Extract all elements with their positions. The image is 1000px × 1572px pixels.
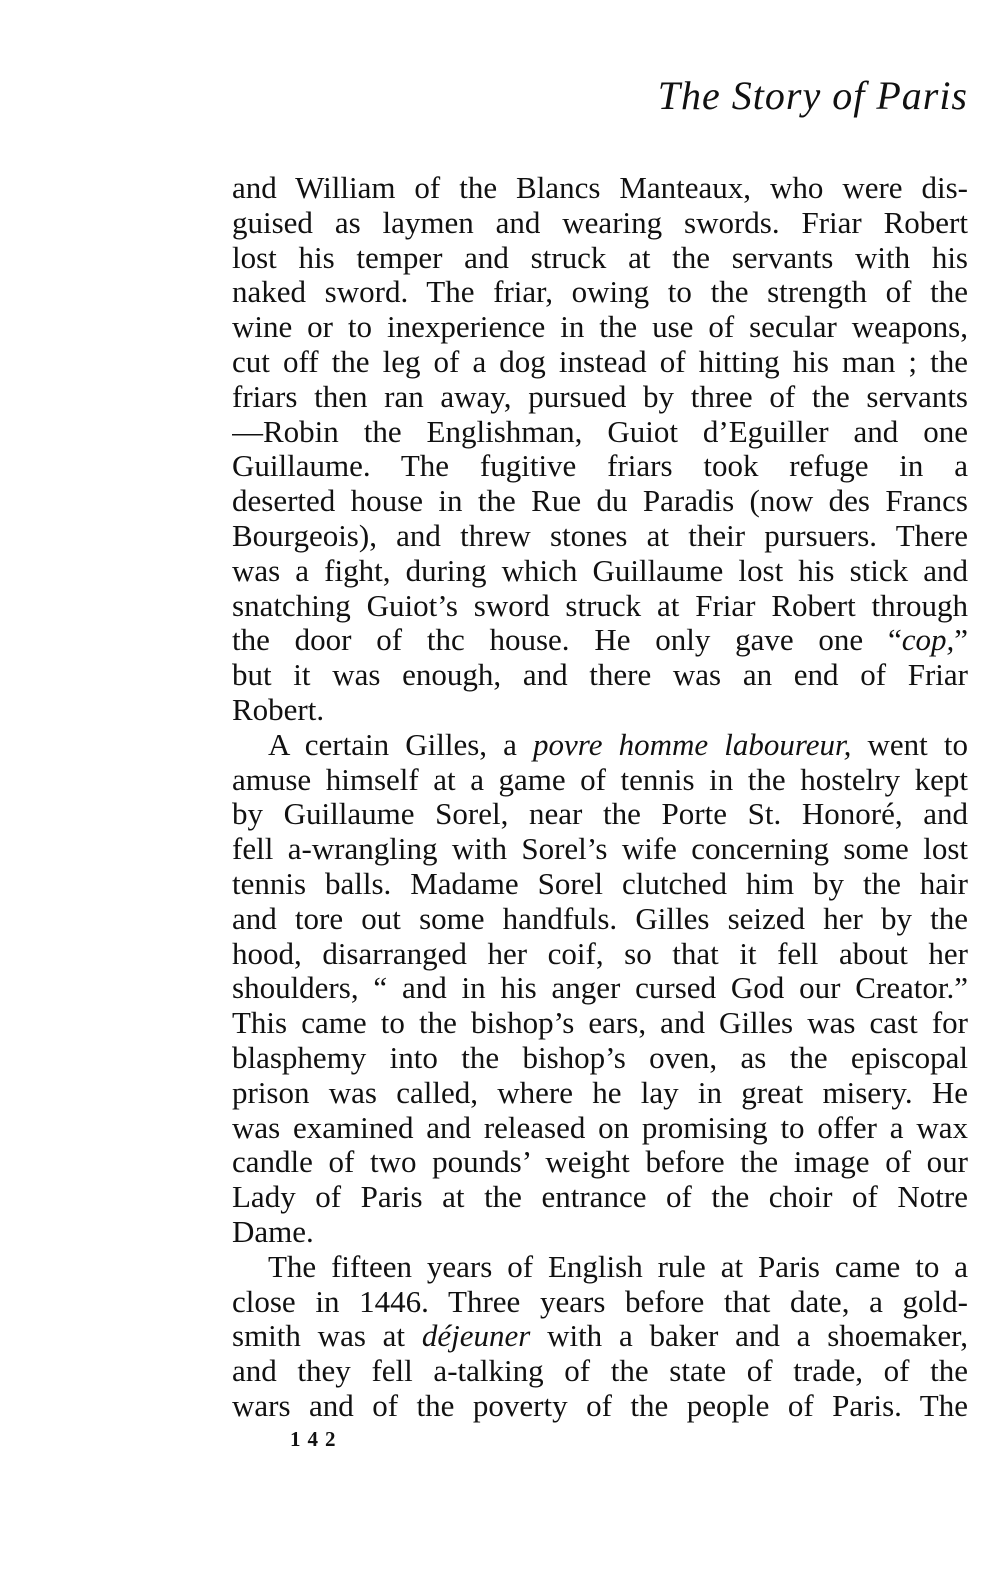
text-line: guised as laymen and wearing swords. Friar Robert xyxy=(232,205,968,240)
text-line: naked sword. The friar, owing to the strength of the xyxy=(232,275,968,310)
text-line: tennis balls. Madame Sorel clutched him by the hair xyxy=(232,866,968,901)
text-line: shoulders, “ and in his anger cursed God our Creator.” xyxy=(232,971,968,1006)
italic-text: cop, xyxy=(901,623,955,658)
text-line: snatching Guiot’s sword struck at Friar Robert through xyxy=(232,588,968,623)
italic-text: déjeuner xyxy=(421,1319,531,1354)
text-line: lost his temper and struck at the servants with his xyxy=(232,240,968,275)
paragraph xyxy=(232,728,968,1250)
text-line: and William of the Blancs Manteaux, who were dis- xyxy=(232,171,968,205)
text-line: wars and of the poverty of the people of Paris. The xyxy=(232,1388,968,1423)
paragraph xyxy=(232,171,968,728)
text-line: hood, disarranged her coif, so that it fell about her xyxy=(232,936,968,971)
italic-text: povre homme laboureur, xyxy=(533,727,852,762)
text-segment: the door of thc house. He only gave one “ xyxy=(232,623,902,658)
text-line: candle of two pounds’ weight before the image of our xyxy=(232,1145,968,1180)
paragraph xyxy=(232,1250,968,1424)
page-number: 142 xyxy=(290,1427,343,1451)
text-line: Bourgeois), and threw stones at their pursuers. There xyxy=(232,518,968,553)
text-line xyxy=(232,728,968,763)
text-line: amuse himself at a game of tennis in the hostelry kept xyxy=(232,762,968,797)
text-line: and they fell a-talking of the state of trade, of the xyxy=(232,1354,968,1389)
text-line xyxy=(232,623,968,658)
text-segment: with a baker and a shoemaker, xyxy=(530,1319,968,1354)
text-line: prison was called, where he lay in great misery. He xyxy=(232,1075,968,1110)
text-line: cut off the leg of a dog instead of hitting his man ; the xyxy=(232,344,968,379)
body-text xyxy=(232,171,968,1424)
text-line: but it was enough, and there was an end of Friar xyxy=(232,658,968,693)
text-line: friars then ran away, pursued by three of the servants xyxy=(232,379,968,414)
text-line: was a fight, during which Guillaume lost his stick and xyxy=(232,553,968,588)
text-line: —Robin the Englishman, Guiot d’Eguiller and one xyxy=(232,414,968,449)
text-line: deserted house in the Rue du Paradis (now des Francs xyxy=(232,484,968,519)
text-line xyxy=(232,1319,968,1354)
text-line: by Guillaume Sorel, near the Porte St. Honoré, and xyxy=(232,797,968,832)
text-line: was examined and released on promising to offer a wax xyxy=(232,1110,968,1145)
text-line: blasphemy into the bishop’s oven, as the episcopal xyxy=(232,1040,968,1075)
text-segment: smith was at xyxy=(232,1319,422,1354)
text-line: and tore out some handfuls. Gilles seized her by the xyxy=(232,901,968,936)
text-line: close in 1446. Three years before that date, a gold- xyxy=(232,1284,968,1319)
text-line: Guillaume. The fugitive friars took refuge in a xyxy=(232,449,968,484)
text-line: The fifteen years of English rule at Paris came to a xyxy=(268,1249,968,1284)
text-segment: A certain Gilles, a xyxy=(268,727,534,762)
text-line: fell a-wrangling with Sorel’s wife concerning some lost xyxy=(232,832,968,867)
text-segment: went to xyxy=(851,727,968,762)
text-line: wine or to inexperience in the use of secular weapons, xyxy=(232,310,968,345)
text-line: Dame. xyxy=(232,1214,314,1249)
text-line: Robert. xyxy=(232,692,325,727)
text-line: This came to the bishop’s ears, and Gilles was cast for xyxy=(232,1006,968,1041)
running-title: The Story of Paris xyxy=(657,73,968,118)
text-line: Lady of Paris at the entrance of the choir of Notre xyxy=(232,1180,968,1215)
text-segment: ” xyxy=(954,623,968,658)
